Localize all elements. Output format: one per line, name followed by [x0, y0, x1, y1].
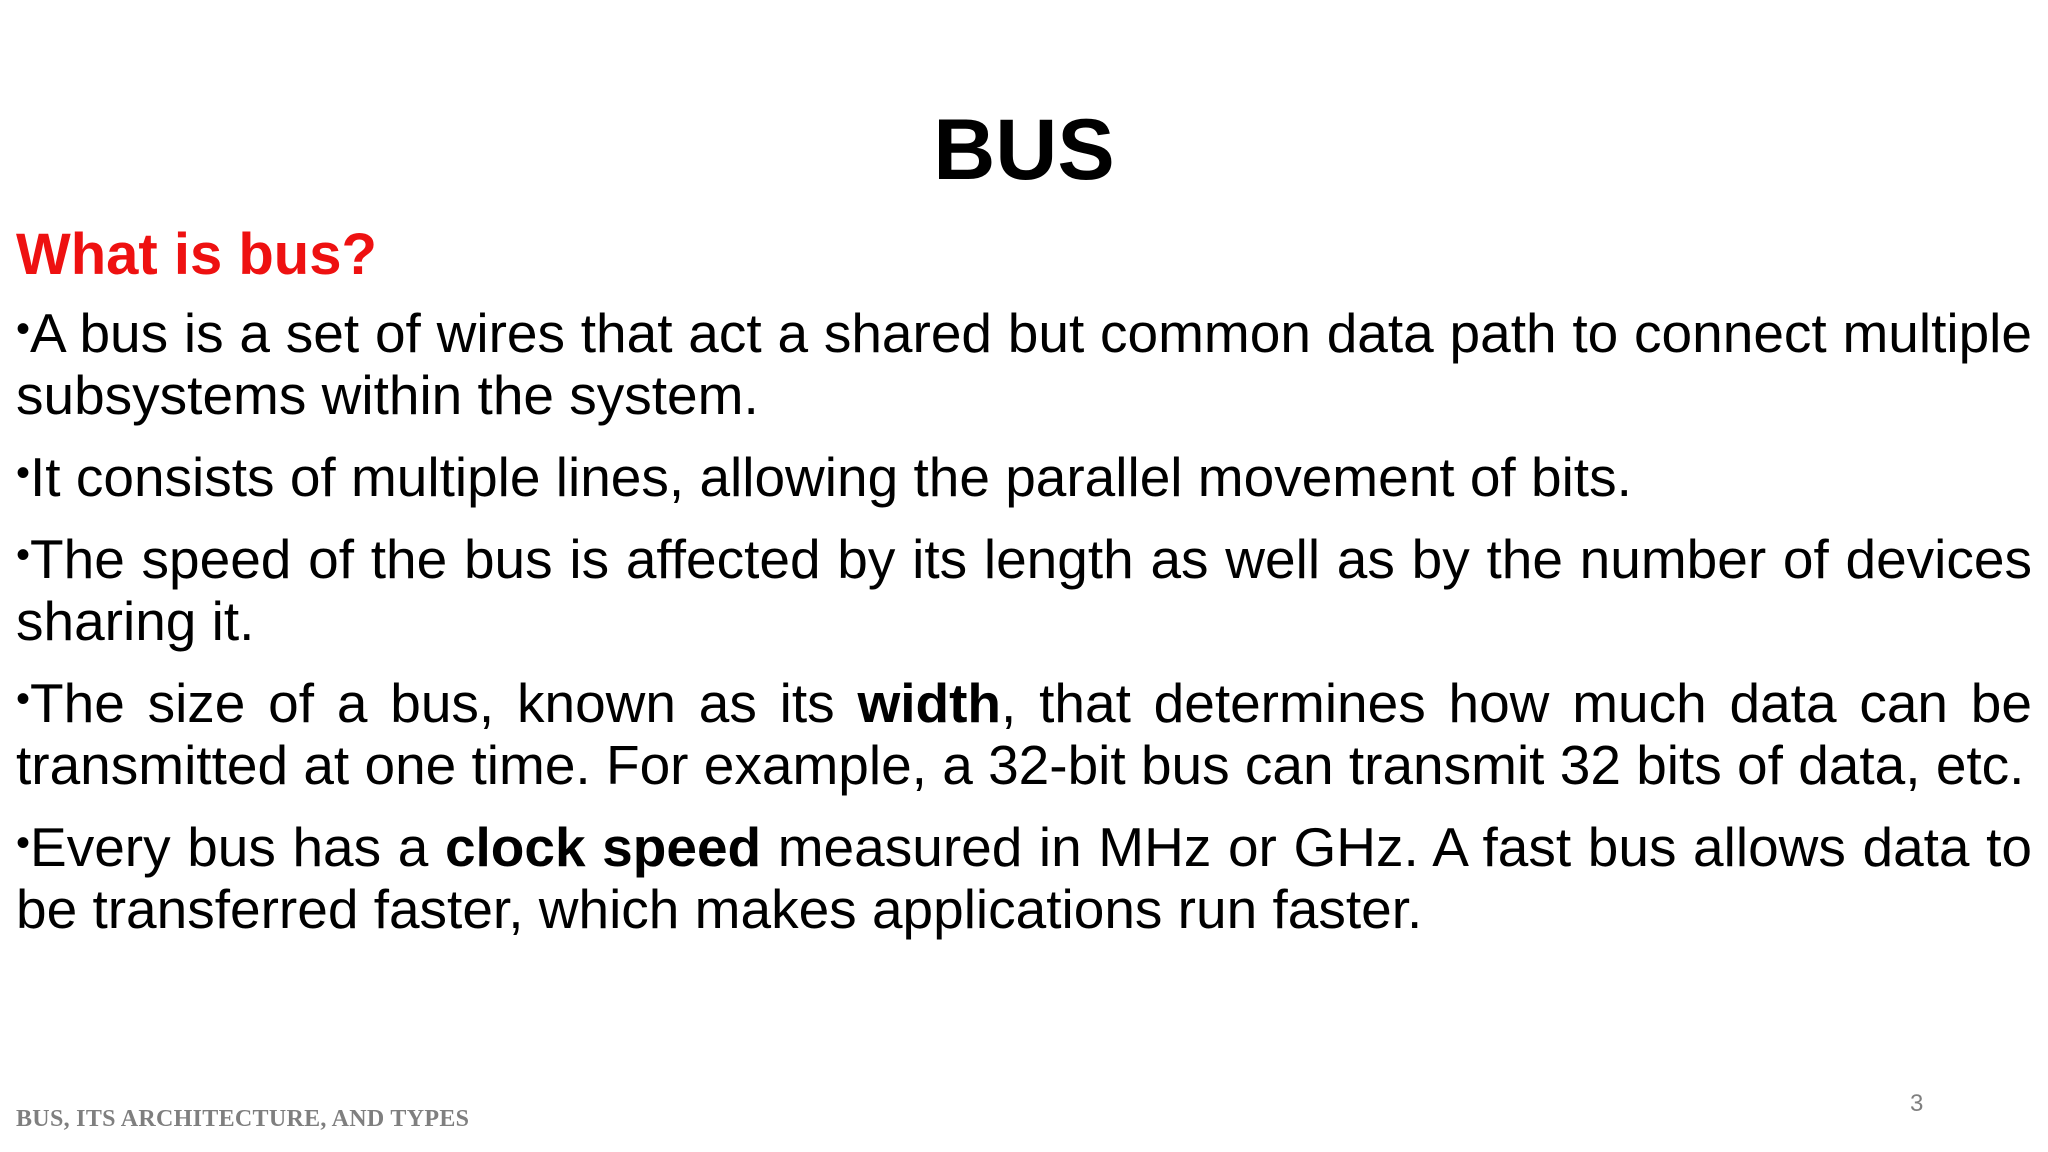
bullet-dot: •: [16, 307, 31, 351]
slide-title: BUS: [933, 102, 1115, 198]
bullet-bold-term: width: [857, 672, 1002, 734]
bullet-dot: •: [16, 533, 31, 577]
bullet-item-3: [16, 524, 2032, 652]
bullet-dot: •: [16, 451, 31, 495]
slide-footer: BUS, ITS ARCHITECTURE, AND TYPES: [16, 1106, 470, 1132]
slide-subtitle: What is bus?: [16, 222, 377, 287]
bullet-item-5: [16, 812, 2032, 940]
bullet-item-4: [16, 668, 2032, 796]
bullet-text-continued: , that determines how much data can be transmitted at one time. For example, a 32-bit bus can transmit 32 bits of data, etc.: [16, 672, 2032, 796]
bullet-text-continued: measured in MHz or GHz. A fast bus allows data to be transferred faster, which makes applications run faster.: [16, 816, 2032, 940]
bullet-item-1: [16, 298, 2032, 426]
bullet-text: Every bus has a: [30, 816, 445, 878]
bullet-text: The speed of the bus is affected by its length as well as by the number of devices sharing it.: [16, 528, 2032, 652]
bullet-dot: •: [16, 677, 31, 721]
bullet-bold-term: clock speed: [444, 816, 762, 878]
bullet-text: It consists of multiple lines, allowing the parallel movement of bits.: [30, 446, 1632, 508]
bullet-list: [16, 298, 2032, 956]
bullet-dot: •: [16, 821, 31, 865]
bullet-text: The size of a bus, known as its: [30, 672, 858, 734]
bullet-text: A bus is a set of wires that act a shared but common data path to connect multiple subsystems within the system.: [16, 302, 2032, 426]
page-number: 3: [1910, 1090, 1924, 1117]
bullet-item-2: [16, 442, 2032, 508]
